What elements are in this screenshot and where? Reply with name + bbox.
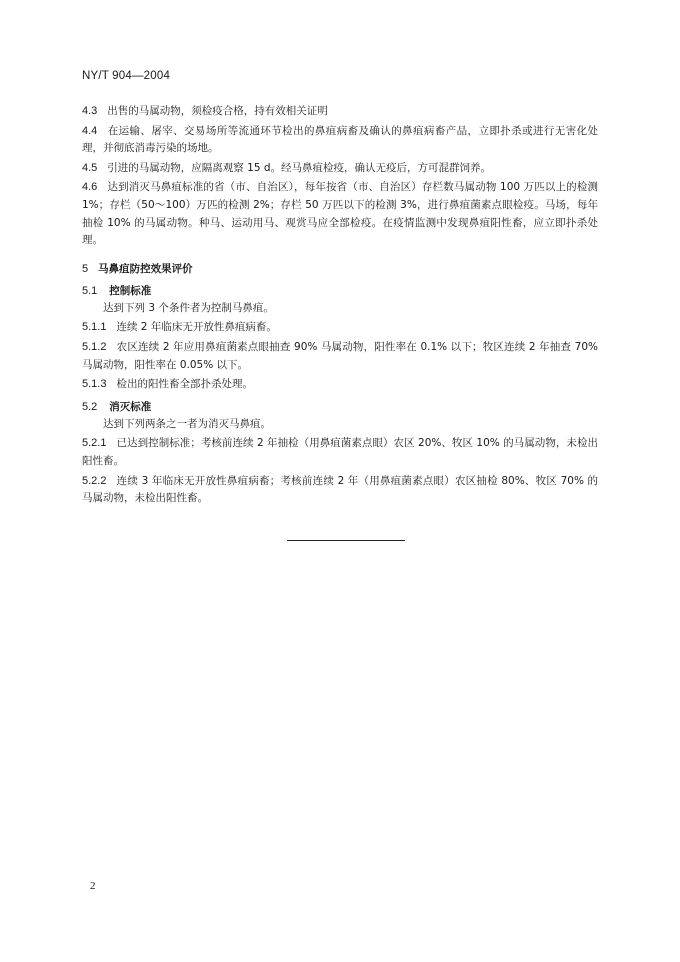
clause-number: 4.3 [82,105,98,117]
section-number: 5.2 [82,400,98,413]
clause-text: 检出的阳性畜全部扑杀处理。 [116,378,253,391]
clause-number: 4.6 [82,181,98,194]
section-5-heading [82,260,598,278]
document-code: NY/T 904—2004 [82,70,171,82]
clause-number: 5.2.1 [82,437,107,450]
clause-number: 4.5 [82,161,98,174]
document-body [82,103,598,510]
clause-text: 达到消灭马鼻疽标准的省（市、自治区），每年按省（市、自治区）存栏数马属动物 100 万匹以上的检测 1%；存栏（50～100）万匹的检测 2%；存栏 50 万匹以下的检测 3%，进行鼻疽菌素点眼检疫。马场，每年抽检 10% 的马属动物。种马、运动用马、观赏马应全部检疫。在疫情监测中发现鼻疽阳性畜，应立即扑杀处理。 [82,181,598,247]
clause-text: 连续 3 年临床无开放性鼻疽病畜；考核前连续 2 年（用鼻疽菌素点眼）农区抽检 80%、牧区 70% 的马属动物，未检出阳性畜。 [82,474,598,505]
clause-5-1-3 [82,376,598,394]
clause-number: 4.4 [82,124,98,137]
clause-5-1-1 [82,319,598,337]
clause-4-3 [82,103,598,121]
clause-text: 出售的马属动物，须检疫合格，持有效相关证明 [107,105,328,117]
section-5-1-intro: 达到下列 3 个条件者为控制马鼻疽。 [103,301,274,314]
section-title: 消灭标准 [109,400,152,413]
section-5-2-intro: 达到下列两条之一者为消灭马鼻疽。 [103,417,271,430]
clause-text: 已达到控制标准；考核前连续 2 年抽检（用鼻疽菌素点眼）农区 20%、牧区 10% 的马属动物，未检出阳性畜。 [82,437,598,467]
clause-text: 连续 2 年临床无开放性鼻疽病畜。 [116,321,277,334]
clause-5-2-2 [82,473,598,508]
section-number: 5 [82,262,89,275]
clause-number: 5.1.2 [82,340,107,353]
clause-number: 5.1.1 [82,321,107,334]
clause-text: 在运输、屠宰、交易场所等流通环节检出的鼻疽病畜及确认的鼻疽病畜产品，立即扑杀或进行无害化处理，并彻底消毒污染的场地。 [82,124,598,155]
section-5-1-heading [82,282,598,300]
section-title: 控制标准 [109,284,152,297]
clause-4-5 [82,160,598,178]
clause-5-1-2 [82,339,598,374]
end-rule-divider [287,540,405,541]
clause-4-4 [82,123,598,158]
clause-number: 5.1.3 [82,378,107,391]
clause-number: 5.2.2 [82,474,107,487]
section-title: 马鼻疽防控效果评价 [98,262,193,275]
clause-text: 农区连续 2 年应用鼻疽菌素点眼抽查 90% 马属动物，阳性率在 0.1% 以下；牧区连续 2 年抽查 70% 马属动物，阳性率在 0.05% 以下。 [82,340,598,371]
page-number: 2 [90,880,96,892]
clause-4-6 [82,179,598,249]
section-number: 5.1 [82,284,98,297]
section-5-2-heading [82,398,598,416]
clause-5-2-1 [82,435,598,470]
clause-text: 引进的马属动物，应隔离观察 15 d。经马鼻疽检疫，确认无疫后，方可混群饲养。 [107,161,491,174]
